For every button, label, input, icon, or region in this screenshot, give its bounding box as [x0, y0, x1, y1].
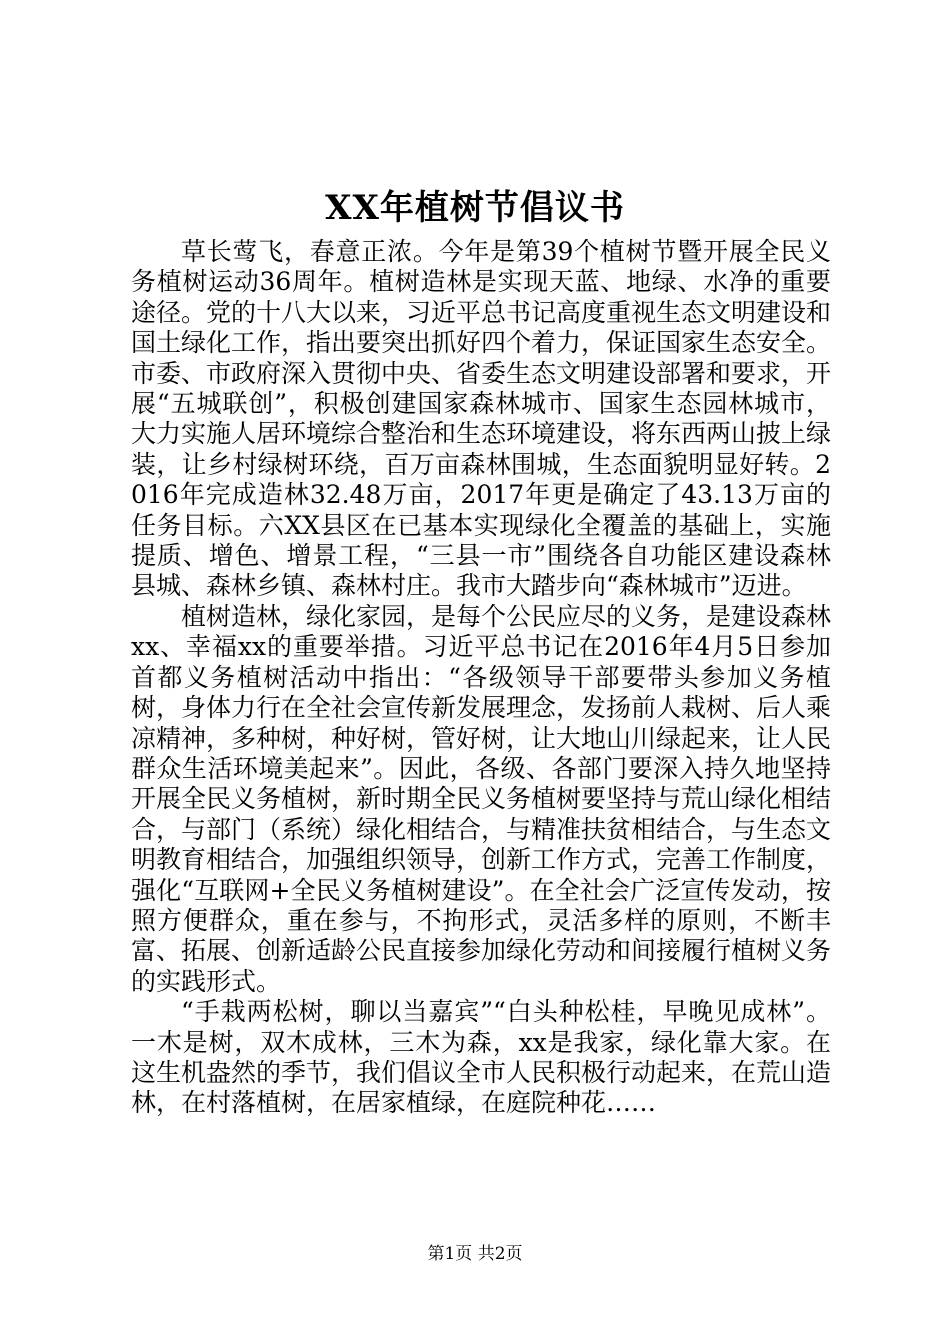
paragraph: 草长莺飞，春意正浓。今年是第39个植树节暨开展全民义务植树运动36周年。植树造林是实现天蓝、地绿、水净的重要途径。党的十八大以来，习近平总书记高度重视生态文明建设和国土绿化工作，指出要突出抓好四个着力，保证国家生态安全。市委、市政府深入贯彻中央、省委生态文明建设部署和要求，开展“五城联创”，积极创建国家森林城市、国家生态园林城市，大力实施人居环境综合整治和生态环境建设，将东西两山披上绿装，让乡村绿树环绕，百万亩森林围城，生态面貌明显好转。2016年完成造林32.48万亩，2017年更是确定了43.13万亩的任务目标。六XX县区在已基本实现绿化全覆盖的基础上，实施提质、增色、增景工程，“三县一市”围绕各自功能区建设森林县城、森林乡镇、森林村庄。我市大踏步向“森林城市”迈进。 — [131, 237, 832, 601]
document-title: XX年植树节倡议书 — [325, 188, 625, 228]
page-number-footer: 第1页 共2页 — [427, 1244, 523, 1264]
paragraph: 植树造林，绿化家园，是每个公民应尽的义务，是建设森林xx、幸福xx的重要举措。习近平总书记在2016年4月5日参加首都义务植树活动中指出：“各级领导干部要带头参加义务植树，身体力行在全社会宣传新发展理念，发扬前人栽树、后人乘凉精神，多种树，种好树，管好树，让大地山川绿起来，让人民群众生活环境美起来”。因此，各级、各部门要深入持久地坚持开展全民义务植树，新时期全民义务植树要坚持与荒山绿化相结合，与部门（系统）绿化相结合，与精准扶贫相结合，与生态文明教育相结合，加强组织领导，创新工作方式，完善工作制度，强化“互联网+全民义务植树建设”。在全社会广泛宣传发动，按照方便群众，重在参与，不拘形式，灵活多样的原则，不断丰富、拓展、创新适龄公民直接参加绿化劳动和间接履行植树义务的实践形式。 — [131, 601, 832, 996]
paragraph: “手栽两松树，聊以当嘉宾”“白头种松桂，早晚见成林”。一木是树，双木成林，三木为森，xx是我家，绿化靠大家。在这生机盎然的季节，我们倡议全市人民积极行动起来，在荒山造林，在村落植树，在居家植绿，在庭院种花…… — [131, 997, 832, 1118]
document-body — [131, 237, 831, 1119]
